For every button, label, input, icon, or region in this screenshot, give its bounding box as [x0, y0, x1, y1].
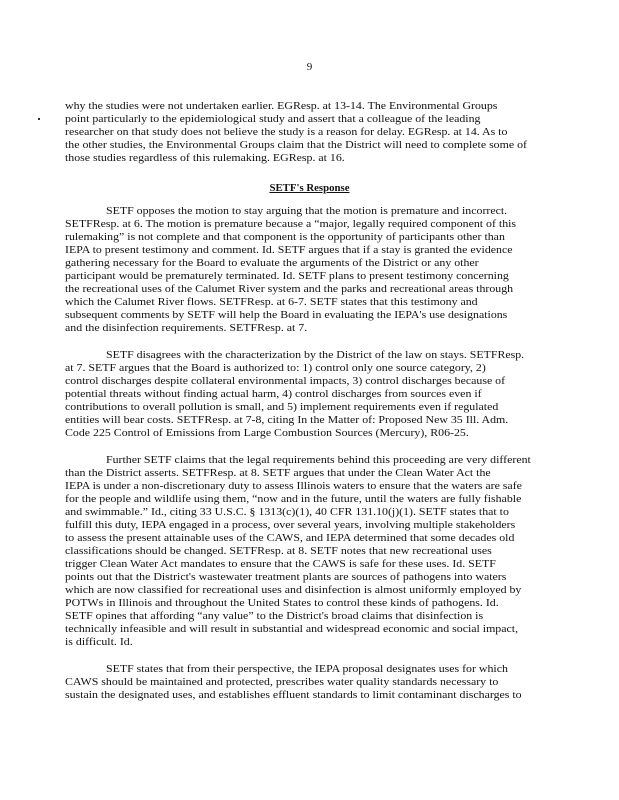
text-line: IEPA is under a non-discretionary duty to assess Illinois waters to ensure that the waters are safe	[65, 481, 522, 492]
text-line: which the Calumet River flows. SETFResp. at 6-7. SETF states that this testimony and	[65, 297, 478, 308]
text-line: why the studies were not undertaken earlier. EGResp. at 13-14. The Environmental Groups	[65, 101, 498, 112]
text-line: than the District asserts. SETFResp. at 8. SETF argues that under the Clean Water Act the	[65, 468, 491, 479]
text-line: the other studies, the Environmental Groups claim that the District will need to complete some of	[65, 140, 527, 151]
text-line: sustain the designated uses, and establishes effluent standards to limit contaminant discharges to	[65, 690, 522, 701]
text-line: control discharges despite collateral environmental impacts, 3) control discharges because of	[65, 376, 506, 387]
text-line: technically infeasible and will result in substantial and widespread economic and social impact,	[65, 624, 519, 635]
text-line: CAWS should be maintained and protected, prescribes water quality standards necessary to	[65, 677, 499, 688]
text-line: fulfill this duty, IEPA engaged in a process, over several years, involving multiple stakeholders	[65, 520, 516, 531]
text-line: contributions to overall pollution is small, and 5) implement requirements even if regulated	[65, 402, 499, 413]
text-line: for the people and wildlife using them, “now and in the future, until the waters are fully fishable	[65, 494, 522, 505]
text-line: rulemaking” is not complete and that component is the opportunity of participants other than	[65, 232, 505, 243]
text-line: the recreational uses of the Calumet River system and the parks and recreational areas through	[65, 284, 514, 295]
page-number: 9	[306, 61, 313, 73]
text-line: SETF states that from their perspective, the IEPA proposal designates uses for which	[106, 664, 508, 675]
text-line: potential threats without finding actual harm, 4) control discharges from sources even if	[65, 389, 482, 400]
text-line: IEPA to present testimony and comment. Id. SETF argues that if a stay is granted the evidence	[65, 245, 513, 256]
margin-mark	[38, 118, 40, 120]
text-line: and the disinfection requirements. SETFResp. at 7.	[65, 323, 308, 334]
text-line: participant would be prematurely terminated. Id. SETF plans to present testimony concerning	[65, 271, 509, 282]
text-line: and swimmable.” Id., citing 33 U.S.C. § 1313(c)(1), 40 CFR 131.10(j)(1). SETF states that to	[65, 507, 509, 518]
text-line: POTWs in Illinois and throughout the United States to control these kinds of pathogens. Id.	[65, 598, 499, 609]
text-line: subsequent comments by SETF will help the Board in evaluating the IEPA's use designations	[65, 310, 508, 321]
text-line: Code 225 Control of Emissions from Large Combustion Sources (Mercury), R06-25.	[65, 428, 469, 439]
text-line: researcher on that study does not believe the study is a reason for delay. EGResp. at 14. As to	[65, 127, 508, 138]
text-line: to assess the present attainable uses of the CAWS, and IEPA determined that some decades old	[65, 533, 515, 544]
text-line: SETF opposes the motion to stay arguing that the motion is premature and incorrect.	[106, 206, 508, 217]
text-line: classifications should be changed. SETFResp. at 8. SETF notes that new recreational uses	[65, 546, 492, 557]
text-line: SETF opines that affording “any value” to the District's broad claims that disinfection is	[65, 611, 484, 622]
text-line: at 7. SETF argues that the Board is authorized to: 1) control only one source category, 2)	[65, 363, 486, 374]
section-heading: SETF's Response	[269, 182, 350, 194]
text-line: gathering necessary for the Board to evaluate the arguments of the District or any other	[65, 258, 479, 269]
text-line: points out that the District's wastewater treatment plants are sources of pathogens into waters	[65, 572, 507, 583]
text-line: those studies regardless of this rulemaking. EGResp. at 16.	[65, 153, 345, 164]
text-line: entities will bear costs. SETFResp. at 7-8, citing In the Matter of: Proposed New 35 Ill. Adm.	[65, 415, 509, 426]
text-line: SETF disagrees with the characterization by the District of the law on stays. SETFResp.	[106, 350, 525, 361]
text-line: trigger Clean Water Act mandates to ensure that the CAWS is safe for these uses. Id. SETF	[65, 559, 496, 570]
text-line: SETFResp. at 6. The motion is premature because a “major, legally required component of this	[65, 219, 517, 230]
text-line: which are now classified for recreational uses and disinfection is almost uniformly employed by	[65, 585, 522, 596]
text-line: Further SETF claims that the legal requirements behind this proceeding are very different	[106, 455, 531, 466]
text-line: point particularly to the epidemiological study and assert that a colleague of the leading	[65, 114, 481, 125]
text-line: is difficult. Id.	[65, 637, 133, 648]
